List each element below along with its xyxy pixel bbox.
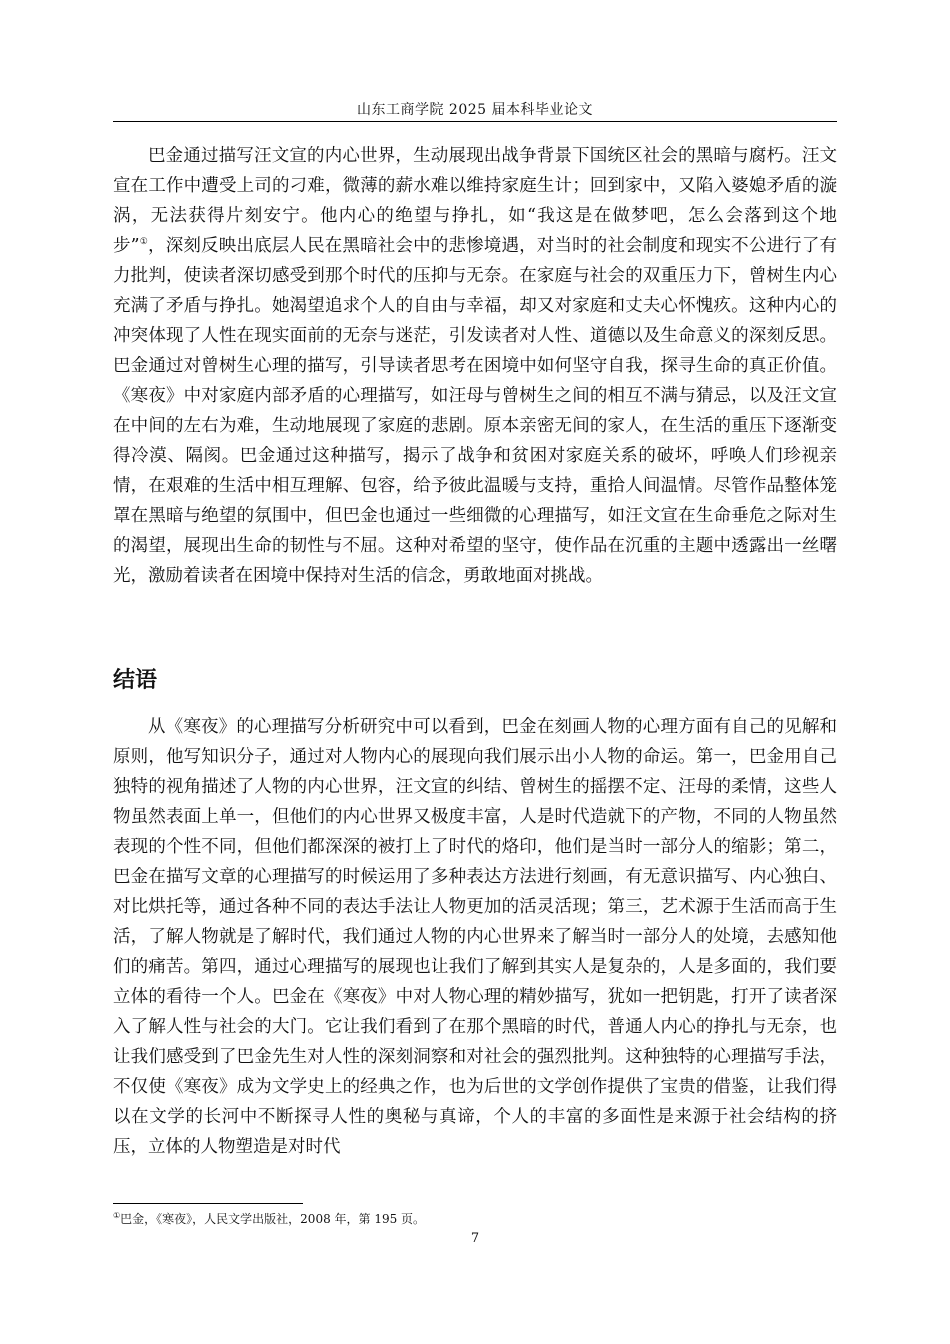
body-paragraph-1 <box>113 141 837 591</box>
paragraph-1-text-after-note: ，深刻反映出底层人民在黑暗社会中的悲惨境遇，对当时的社会制度和现实不公进行了有力批判，使读者深切感受到那个时代的压抑与无奈。在家庭与社会的双重压力下，曾树生内心充满了矛盾与挣扎。她渴望追求个人的自由与幸福，却又对家庭和丈夫心怀愧疚。这种内心的冲突体现了人性在现实面前的无奈与迷茫，引发读者对人性、道德以及生命意义的深刻反思。巴金通过对曾树生心理的描写，引导读者思考在困境中如何坚守自我，探寻生命的真正价值。《寒夜》中对家庭内部矛盾的心理描写，如汪母与曾树生之间的相互不满与猜忌，以及汪文宣在中间的左右为难，生动地展现了家庭的悲剧。原本亲密无间的家人，在生活的重压下逐渐变得冷漠、隔阂。巴金通过这种描写，揭示了战争和贫困对家庭关系的破坏，呼唤人们珍视亲情，在艰难的生活中相互理解、包容，给予彼此温暖与支持，重拾人间温情。尽管作品整体笼罩在黑暗与绝望的氛围中，但巴金也通过一些细微的心理描写，如汪文宣在生命垂危之际对生的渴望，展现出生命的韧性与不屈。这种对希望的坚守，使作品在沉重的主题中透露出一丝曙光，激励着读者在困境中保持对生活的信念，勇敢地面对挑战。 <box>113 236 838 586</box>
footnote-reference-mark[interactable]: ① <box>139 237 149 248</box>
footnote-rule <box>113 1203 303 1204</box>
page-number: 7 <box>470 1231 480 1246</box>
header-rule <box>113 121 837 122</box>
footnote-mark: ① <box>113 1211 121 1220</box>
section-heading-conclusion: 结语 <box>113 668 158 693</box>
body-paragraph-2: 从《寒夜》的心理描写分析研究中可以看到，巴金在刻画人物的心理方面有自己的见解和原则，他写知识分子，通过对人物内心的展现向我们展示出小人物的命运。第一，巴金用自己独特的视角描述了人物的内心世界，汪文宣的纠结、曾树生的摇摆不定、汪母的柔情，这些人物虽然表面上单一，但他们的内心世界又极度丰富，人是时代造就下的产物，不同的人物虽然表现的个性不同，但他们都深深的被打上了时代的烙印，他们是当时一部分人的缩影；第二，巴金在描写文章的心理描写的时候运用了多种表达方法进行刻画，有无意识描写、内心独白、对比烘托等，通过各种不同的表达手法让人物更加的活灵活现；第三，艺术源于生活而高于生活，了解人物就是了解时代，我们通过人物的内心世界来了解当时一部分人的处境，去感知他们的痛苦。第四，通过心理描写的展现也让我们了解到其实人是复杂的，人是多面的，我们要立体的看待一个人。巴金在《寒夜》中对人物心理的精妙描写，犹如一把钥匙，打开了读者深入了解人性与社会的大门。它让我们看到了在那个黑暗的时代，普通人内心的挣扎与无奈，也让我们感受到了巴金先生对人性的深刻洞察和对社会的强烈批判。这种独特的心理描写手法，不仅使《寒夜》成为文学史上的经典之作，也为后世的文学创作提供了宝贵的借鉴，让我们得以在文学的长河中不断探寻人性的奥秘与真谛，个人的丰富的多面性是来源于社会结构的挤压，立体的人物塑造是对时代 <box>113 717 837 1157</box>
running-header: 山东工商学院 2025 届本科毕业论文 <box>356 102 594 118</box>
footnote-text: 巴金，《寒夜》，人民文学出版社，2008 年，第 195 页。 <box>120 1212 426 1226</box>
paragraph-1-text-before-note: 巴金通过描写汪文宣的内心世界，生动展现出战争背景下国统区社会的黑暗与腐朽。汪文宣在工作中遭受上司的刁难，微薄的薪水难以维持家庭生计；回到家中，又陷入婆媳矛盾的漩涡，无法获得片刻安宁。他内心的绝望与挣扎，如“我这是在做梦吧，怎么会落到这个地步” <box>113 146 837 256</box>
footnote <box>113 1211 425 1227</box>
